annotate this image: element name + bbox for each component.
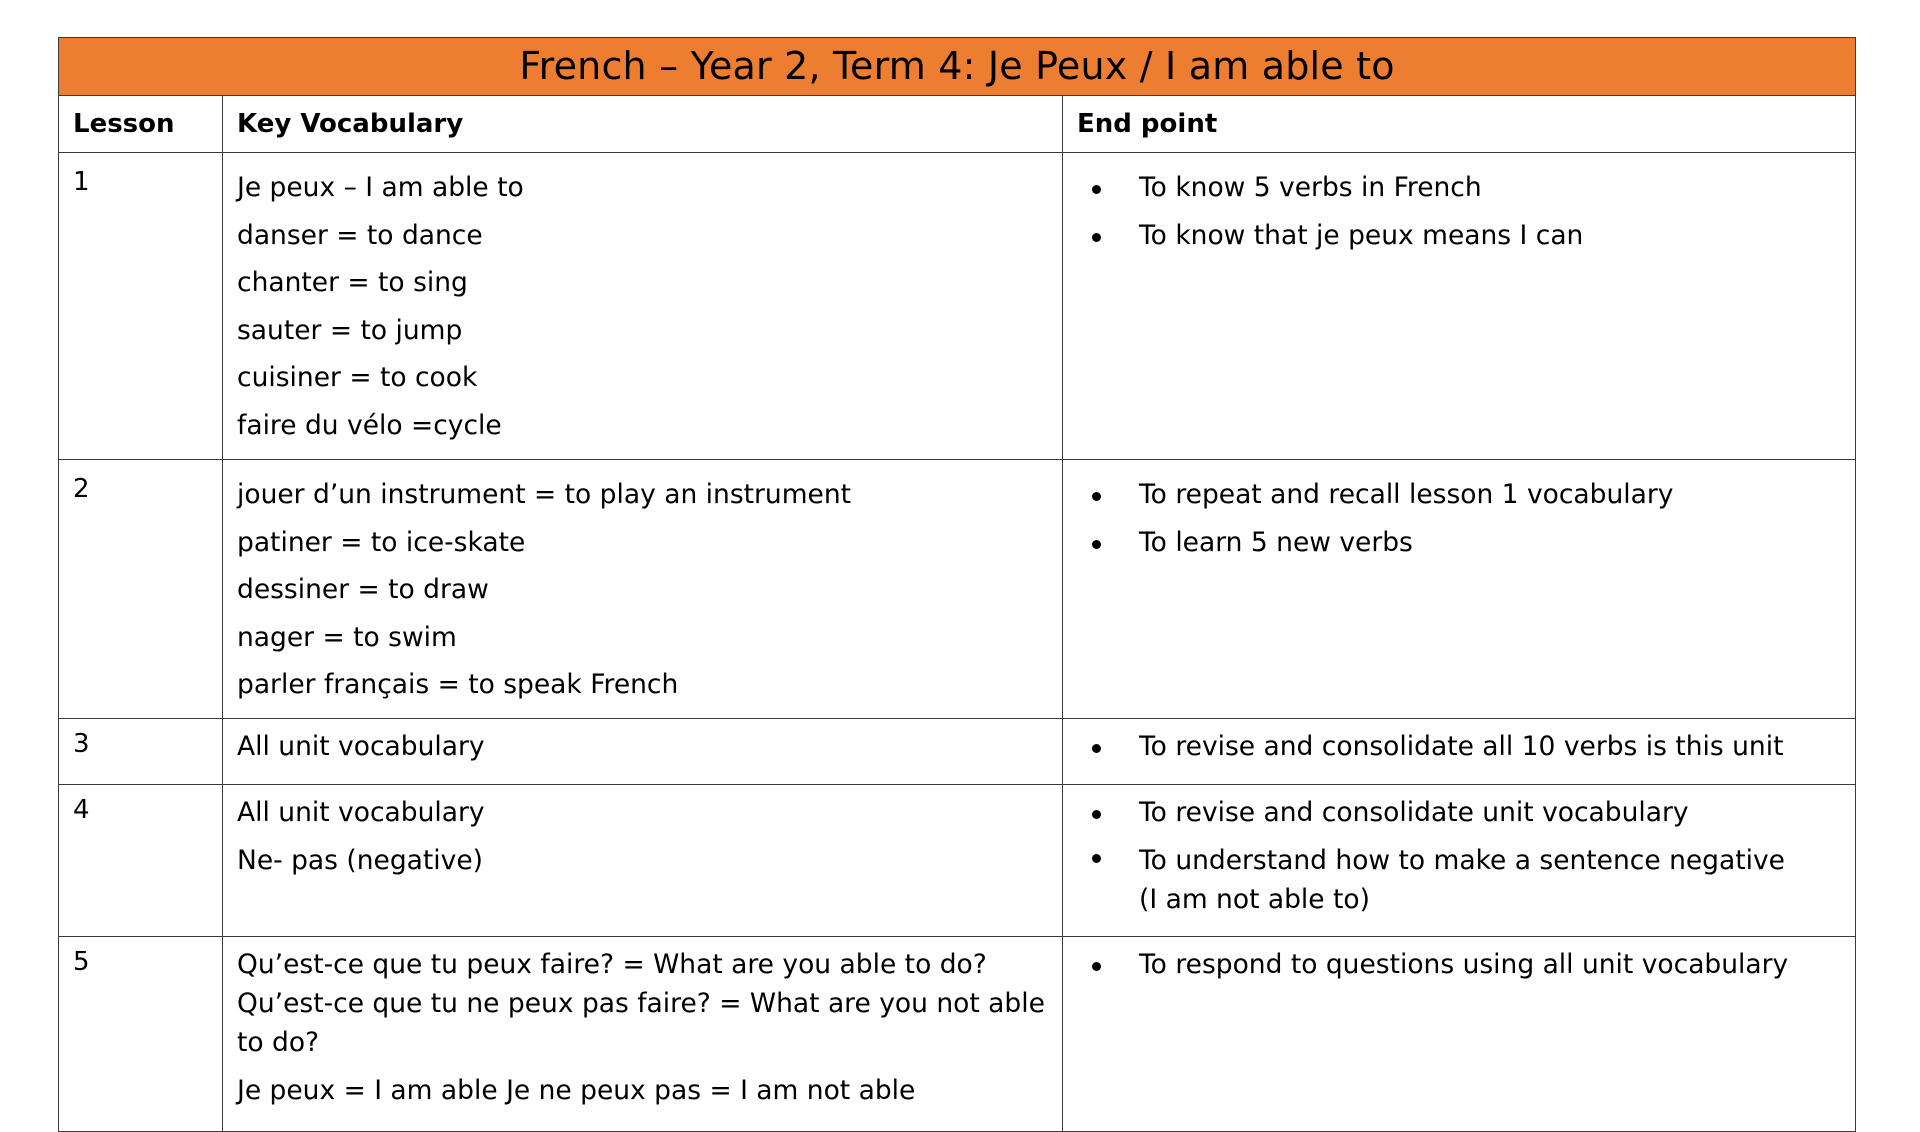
end-point-item — [1063, 837, 1855, 923]
vocabulary-item: faire du vélo =cycle — [237, 409, 502, 441]
end-point-text: To know that je peux means I can — [1139, 219, 1584, 251]
document-title: French – Year 2, Term 4: Je Peux / I am able to — [59, 38, 1856, 96]
end-point-item — [1063, 789, 1855, 837]
vocabulary-item: dessiner = to draw — [237, 574, 489, 606]
bullet-icon — [1092, 962, 1101, 971]
end-point-item — [1063, 941, 1855, 989]
vocabulary-item: cuisiner = to cook — [237, 362, 478, 394]
end-point-item — [1063, 164, 1855, 212]
end-point-text: To understand how to make a sentence negative (I am not able to) — [1139, 844, 1785, 915]
column-header-end-point: End point — [1063, 96, 1856, 153]
vocabulary-item: Qu’est-ce que tu peux faire? = What are you able to do? — [237, 949, 987, 980]
vocabulary-item: Je peux – I am able to — [237, 172, 524, 203]
end-point-cell — [1063, 937, 1856, 1132]
end-point-list — [1063, 471, 1855, 566]
end-point-text: To respond to questions using all unit vocabulary — [1139, 949, 1789, 980]
bullet-icon — [1092, 854, 1101, 863]
lesson-number: 4 — [59, 785, 223, 937]
vocabulary-item: chanter = to sing — [237, 267, 468, 299]
header-row — [59, 96, 1856, 153]
vocabulary-item: danser = to dance — [237, 219, 483, 251]
vocabulary-cell — [223, 785, 1063, 937]
bullet-icon — [1092, 492, 1101, 501]
lesson-number: 5 — [59, 937, 223, 1132]
end-point-text: To revise and consolidate unit vocabulary — [1139, 797, 1689, 828]
end-point-cell — [1063, 153, 1856, 460]
bullet-icon — [1092, 185, 1101, 194]
bullet-icon — [1092, 810, 1101, 819]
table-row-lesson-5 — [59, 937, 1856, 1132]
end-point-cell — [1063, 785, 1856, 937]
vocabulary-item: Je peux = I am able Je ne peux pas = I am not able — [237, 1075, 916, 1106]
end-point-item — [1063, 212, 1855, 260]
vocabulary-item: sauter = to jump — [237, 314, 463, 346]
lesson-number: 1 — [59, 153, 223, 460]
vocabulary-cell — [223, 460, 1063, 719]
end-point-cell — [1063, 460, 1856, 719]
lesson-plan-table — [58, 37, 1856, 1132]
lesson-number: 3 — [59, 719, 223, 785]
vocabulary-item: Qu’est-ce que tu ne peux pas faire? = What are you not able to do? — [237, 988, 1045, 1058]
end-point-list — [1063, 789, 1855, 923]
end-point-list — [1063, 723, 1855, 771]
end-point-cell — [1063, 719, 1856, 785]
bullet-icon — [1092, 744, 1101, 753]
lesson-number: 2 — [59, 460, 223, 719]
vocabulary-item: patiner = to ice-skate — [237, 526, 526, 558]
bullet-icon — [1092, 233, 1101, 242]
end-point-list — [1063, 941, 1855, 989]
column-header-lesson: Lesson — [59, 96, 223, 153]
vocabulary-item: parler français = to speak French — [237, 669, 679, 701]
end-point-list — [1063, 164, 1855, 259]
vocabulary-cell — [223, 153, 1063, 460]
table-row-lesson-2 — [59, 460, 1856, 719]
table-row-lesson-3 — [59, 719, 1856, 785]
vocabulary-item: jouer d’un instrument = to play an instrument — [237, 479, 852, 510]
end-point-item — [1063, 471, 1855, 519]
vocabulary-cell — [223, 719, 1063, 785]
vocabulary-item: nager = to swim — [237, 621, 457, 653]
table-row-lesson-4 — [59, 785, 1856, 937]
end-point-item — [1063, 723, 1855, 771]
end-point-text: To know 5 verbs in French — [1139, 172, 1482, 203]
vocabulary-cell — [223, 937, 1063, 1132]
vocabulary-item: All unit vocabulary — [237, 797, 485, 828]
end-point-item — [1063, 519, 1855, 567]
end-point-text: To repeat and recall lesson 1 vocabulary — [1139, 479, 1674, 510]
vocabulary-item: All unit vocabulary — [237, 731, 485, 762]
end-point-text: To learn 5 new verbs — [1139, 526, 1413, 558]
column-header-key-vocabulary: Key Vocabulary — [223, 96, 1063, 153]
vocabulary-item: Ne- pas (negative) — [237, 844, 483, 876]
bullet-icon — [1092, 540, 1101, 549]
end-point-text: To revise and consolidate all 10 verbs is this unit — [1139, 731, 1784, 762]
table-row-lesson-1 — [59, 153, 1856, 460]
